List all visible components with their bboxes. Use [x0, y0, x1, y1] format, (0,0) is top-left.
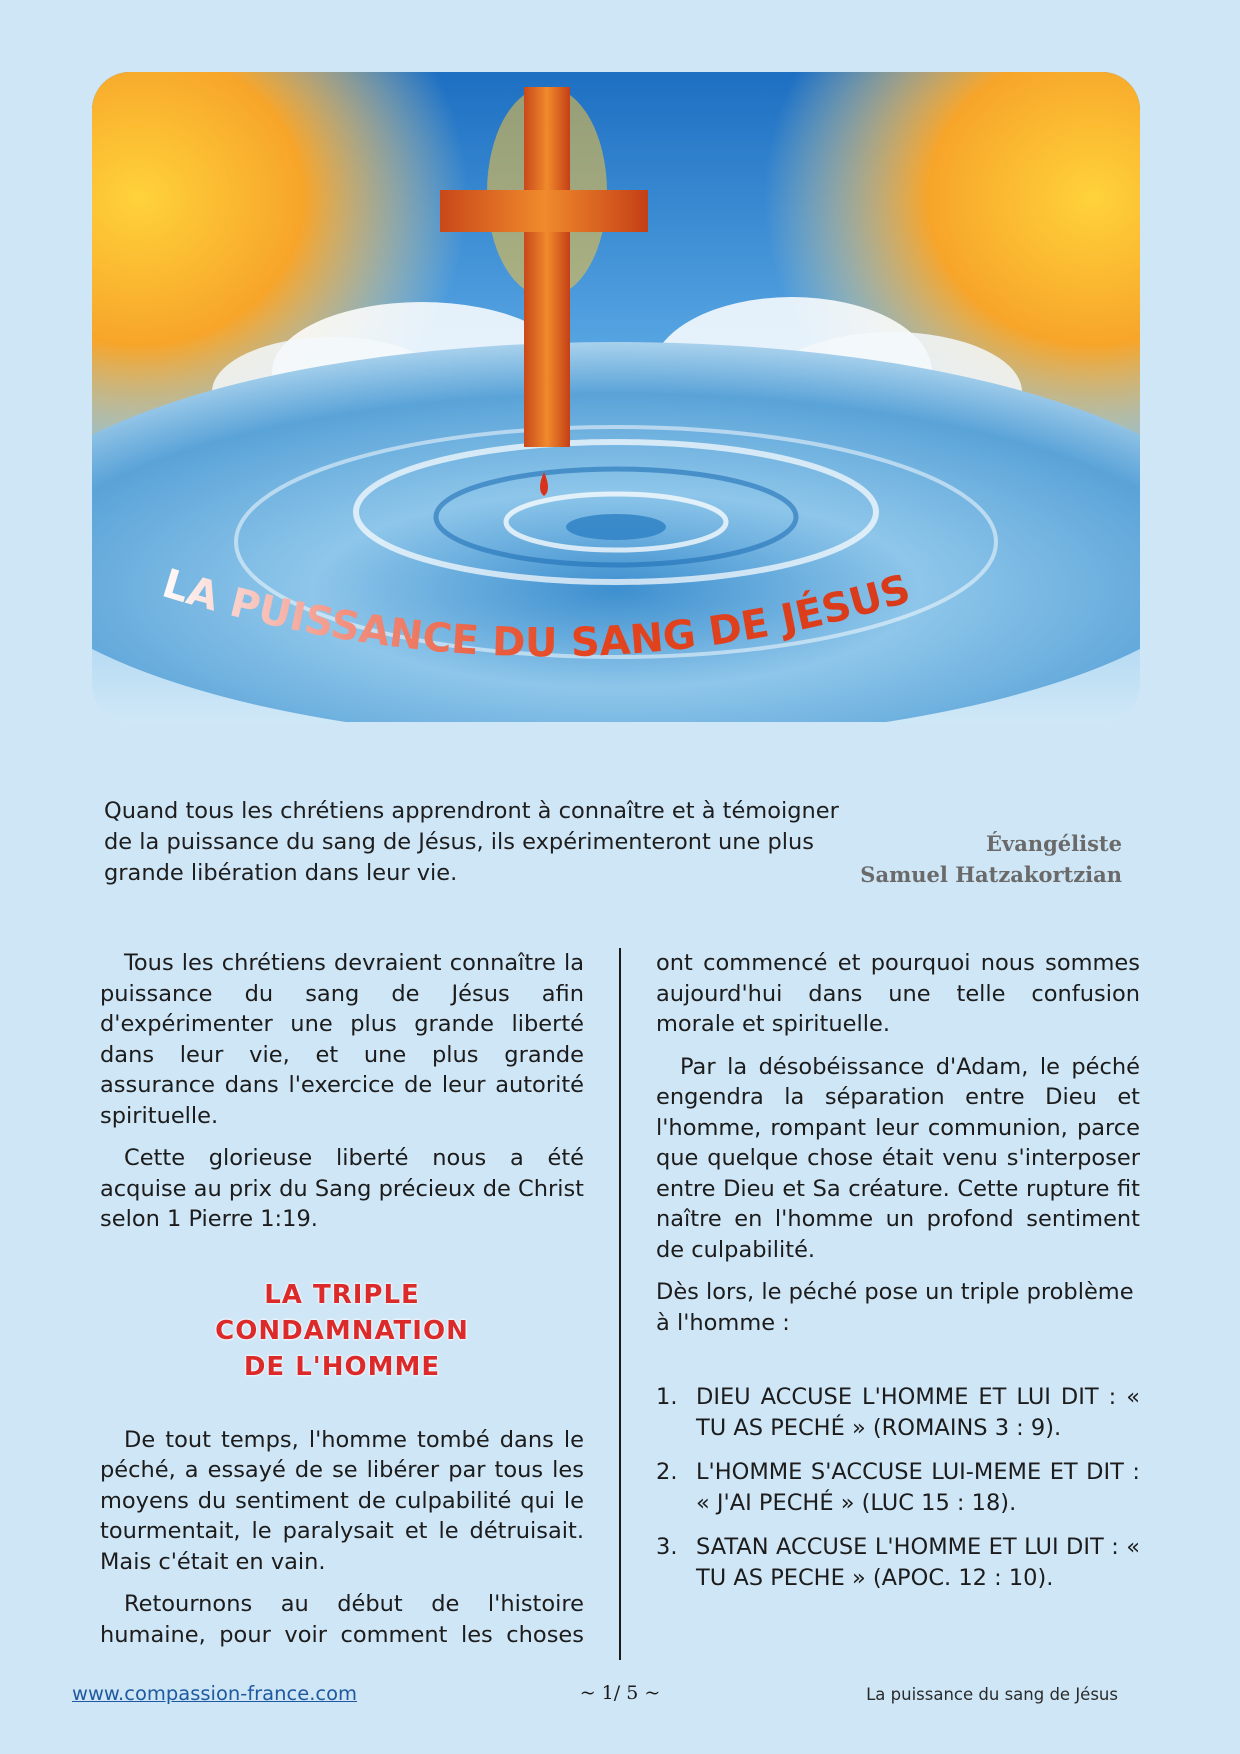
list-number: 2. [656, 1459, 678, 1485]
column-divider [619, 948, 621, 1660]
list-item [656, 1532, 1140, 1593]
author-signature [860, 828, 1122, 890]
section-heading-line: CONDAMNATION [215, 1315, 469, 1346]
list-number: 1. [656, 1384, 678, 1410]
list-number: 3. [656, 1534, 678, 1560]
hero-title-arc [92, 72, 1140, 722]
paragraph: ont commencé et pourquoi nous sommes aujourd'hui dans une telle confusion morale et spirituelle. [656, 950, 1140, 1037]
paragraph: De tout temps, l'homme tombé dans le péché, a essayé de se libérer par tous les moyens du sentiment de culpabilité qui le tourmentait, le paralysait et le détruisait. Mais c'était en vain. [100, 1426, 584, 1575]
list-item [656, 1457, 1140, 1518]
list-text: DIEU ACCUSE L'HOMME ET LUI DIT : « TU AS PECHÉ » (ROMAINS 3 : 9). [696, 1384, 1140, 1441]
paragraph: Dès lors, le péché pose un triple problème à l'homme : [656, 1279, 1134, 1336]
accusation-list [656, 1382, 1140, 1593]
list-item [656, 1382, 1140, 1443]
right-column [656, 948, 1140, 1607]
footer-document-title: La puissance du sang de Jésus [866, 1685, 1118, 1704]
paragraph: Tous les chrétiens devraient connaître la puissance du sang de Jésus afin d'expérimenter une plus grande liberté dans leur vie, et une plus grande assurance dans l'exercice de leur autorité spirituelle. [100, 950, 584, 1129]
left-column [100, 948, 584, 1662]
page-number: ~ 1/ 5 ~ [579, 1682, 661, 1704]
paragraph: Retournons au début de l'histoire humaine, pour voir comment les choses [100, 1591, 584, 1648]
hero-title-text: LA PUISSANCE DU SANG DE JÉSUS [157, 560, 916, 667]
hero-illustration [92, 72, 1140, 722]
paragraph: Par la désobéissance d'Adam, le péché engendra la séparation entre Dieu et l'homme, rompant leur communion, parce que quelque chose était venu s'interposer entre Dieu et Sa créature. Cette rupture fit naître en l'homme un profond sentiment de culpabilité. [656, 1053, 1140, 1263]
section-heading-line: LA TRIPLE [264, 1279, 420, 1310]
author-name: Samuel Hatzakortzian [860, 862, 1122, 887]
section-heading [100, 1277, 584, 1385]
list-text: L'HOMME S'ACCUSE LUI-MEME ET DIT : « J'AI PECHÉ » (LUC 15 : 18). [696, 1459, 1140, 1516]
paragraph: Cette glorieuse liberté nous a été acquise au prix du Sang précieux de Christ selon 1 Pierre 1:19. [100, 1145, 584, 1232]
list-text: SATAN ACCUSE L'HOMME ET LUI DIT : « TU AS PECHE » (APOC. 12 : 10). [696, 1534, 1140, 1591]
section-heading-line: DE L'HOMME [243, 1351, 441, 1382]
author-role: Évangéliste [986, 831, 1122, 856]
intro-quote: Quand tous les chrétiens apprendront à connaître et à témoigner de la puissance du sang de Jésus, ils expérimenteront une plus grande libération dans leur vie. [104, 798, 839, 886]
website-link[interactable]: www.compassion-france.com [72, 1682, 358, 1705]
